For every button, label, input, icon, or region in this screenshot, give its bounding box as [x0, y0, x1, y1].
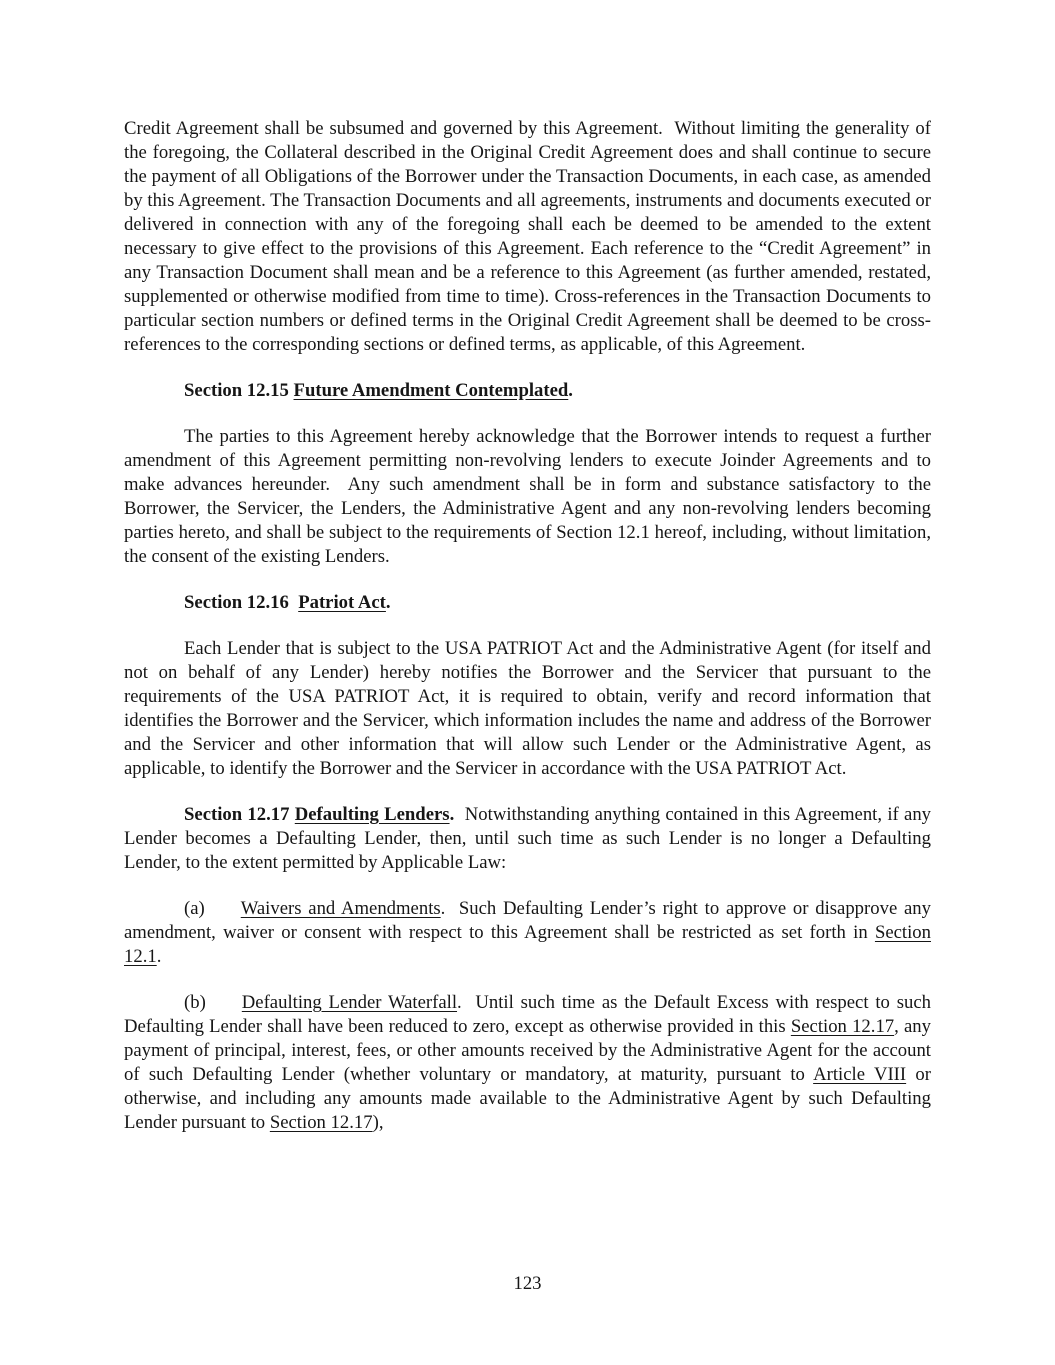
text-run: Credit Agreement shall be subsumed and governed by this Agreement. Without limiting the generality of the foregoing, the Collateral described in the Original Credit Agreement does and shall continue to secure the payment of all Obligations of the Borrower under the Transaction Documents, in each case, as amended by this Agreement. The Transaction Documents and all agreements, instruments and documents executed or delivered in connection with any of the foregoing shall each be deemed to be amended to the extent necessary to give effect to the provisions of this Agreement. Each reference to the “Credit Agreement” in any Transaction Document shall mean and be a reference to this Agreement (as further amended, restated, supplemented or otherwise modified from time to time). Cross-references in the Transaction Documents to particular section numbers or defined terms in the Original Credit Agreement shall be deemed to be cross-references to the corresponding sections or defined terms, as applicable, of this Agreement. — [124, 118, 931, 355]
paragraph — [124, 991, 931, 1135]
page-number: 123 — [513, 1273, 542, 1294]
underlined-reference: Defaulting Lenders — [294, 804, 450, 825]
text-run: . — [156, 946, 162, 967]
paragraph — [124, 425, 931, 569]
underlined-reference: Defaulting Lender Waterfall — [241, 992, 458, 1013]
text-run: ), — [372, 1112, 384, 1133]
paragraph — [124, 897, 931, 969]
text-run: Each Lender that is subject to the USA PATRIOT Act and the Administrative Agent (for itself and not on behalf of any Lender) hereby notifies the Borrower and the Servicer that pursuant to the requirements of the USA PATRIOT Act, it is required to obtain, verify and record information that identifies the Borrower and the Servicer, which information includes the name and address of the Borrower and the Servicer and other information that will allow such Lender or the Administrative Agent, as applicable, to identify the Borrower and the Servicer in accordance with the USA PATRIOT Act. — [124, 638, 931, 779]
text-run: , any payment of principal, interest, fees, or other amounts received by the Administrative Agent for the account of such Defaulting Lender (whether voluntary or mandatory, at maturity, pursuant to — [124, 1016, 931, 1085]
section-heading — [124, 591, 931, 615]
text-run: Section 12.16 — [184, 592, 299, 613]
text-run: The parties to this Agreement hereby acknowledge that the Borrower intends to request a further amendment of this Agreement permitting non-revolving lenders to execute Joinder Agreements and to make advances hereunder. Any such amendment shall be in form and substance satisfactory to the Borrower, the Servicer, the Lenders, the Administrative Agent and any non-revolving lenders becoming parties hereto, and shall be subject to the requirements of Section 12.1 hereof, including, without limitation, the consent of the existing Lenders. — [124, 426, 931, 567]
text-run: (a) — [184, 898, 205, 919]
text-run: Section 12.17 — [184, 804, 295, 825]
text-run: or otherwise, and including any amounts made available to the Administrative Agent by such Defaulting Lender pursuant to — [124, 1064, 931, 1133]
paragraph — [124, 117, 931, 357]
section-heading — [124, 379, 931, 403]
text-run: . Such Defaulting Lender’s right to approve or disapprove any amendment, waiver or consent with respect to this Agreement shall be restricted as set forth in — [124, 898, 931, 943]
text-run: . Until such time as the Default Excess with respect to such Defaulting Lender shall have been reduced to zero, except as otherwise provided in this — [124, 992, 931, 1037]
underlined-reference: Future Amendment Contemplated — [293, 380, 569, 401]
underlined-reference: Waivers and Amendments — [240, 898, 441, 919]
text-run: . — [449, 804, 455, 825]
underlined-reference: Article VIII — [813, 1064, 907, 1085]
text-run: (b) — [184, 992, 206, 1013]
text-run: . — [385, 592, 391, 613]
text-run: Notwithstanding anything contained in this Agreement, if any Lender becomes a Defaulting Lender, then, until such time as such Lender is no longer a Defaulting Lender, to the extent permitted by Applicable Law: — [124, 804, 932, 873]
paragraph — [124, 637, 931, 781]
text-run: . — [568, 380, 573, 401]
underlined-reference: Section 12.17 — [790, 1016, 895, 1037]
underlined-reference: Section 12.1 — [124, 922, 931, 967]
underlined-reference: Section 12.17 — [269, 1112, 373, 1133]
text-run: Section 12.15 — [184, 380, 294, 401]
paragraph — [124, 803, 931, 875]
underlined-reference: Patriot Act — [298, 592, 386, 613]
document-body — [124, 117, 931, 1157]
